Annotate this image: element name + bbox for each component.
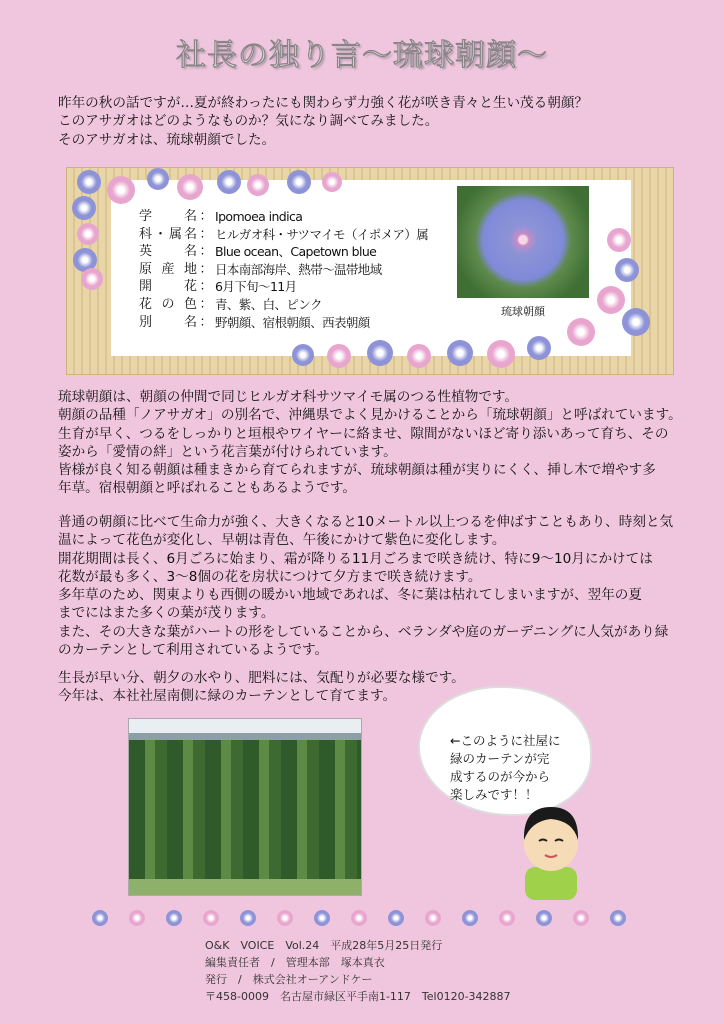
info-label: 別 名 [139, 314, 197, 330]
flower-icon [217, 170, 241, 194]
flower-icon [499, 910, 515, 926]
flower-icon [615, 258, 639, 282]
info-value: Ipomoea indica [215, 209, 303, 224]
flower-icon [447, 340, 473, 366]
flower-icon [536, 910, 552, 926]
flower-border [92, 910, 637, 926]
info-panel [66, 167, 674, 375]
flower-icon [597, 286, 625, 314]
flower-icon [203, 910, 219, 926]
body-line: 開花期間は長く、6月ごろに始まり、霜が降りる11月ごろまで咲き続け、特に9～10月にかけては [58, 550, 653, 567]
info-label: 開 花 [139, 279, 197, 295]
info-row [139, 296, 428, 314]
flower-icon [147, 168, 169, 190]
flower-icon [314, 910, 330, 926]
body-line: 年草。宿根朝顔と呼ばれることもあるようです。 [58, 480, 356, 497]
info-card [111, 180, 631, 356]
flower-icon [166, 910, 182, 926]
flower-icon [129, 910, 145, 926]
intro-text [58, 94, 588, 149]
flower-icon [240, 910, 256, 926]
info-value: ヒルガオ科・サツマイモ（イポメア）属 [215, 226, 429, 242]
body-line: 温によって花色が変化し、早朝は青色、午後にかけて紫色に変化します。 [58, 532, 506, 549]
morning-glory-photo [457, 186, 589, 298]
info-value: 青、紫、白、ピンク [215, 296, 322, 312]
person-illustration [515, 795, 590, 900]
intro-line: そのアサガオは、琉球朝顔でした。 [58, 131, 276, 148]
flower-icon [72, 196, 96, 220]
green-curtain-photo [128, 718, 362, 896]
flower-icon [388, 910, 404, 926]
flower-icon [622, 308, 650, 336]
photo-caption: 琉球朝顔 [501, 305, 545, 318]
body-line: 生長が早い分、朝夕の水やり、肥料には、気配りが必要な様です。 [58, 670, 465, 686]
flower-icon [322, 172, 342, 192]
info-row [139, 278, 428, 296]
flower-icon [287, 170, 311, 194]
intro-line: 昨年の秋の話ですが…夏が終わったにも関わらず力強く花が咲き青々と生い茂る朝顔？ [58, 95, 589, 111]
body-line: 多年草のため、関東よりも西側の暖かい地域であれば、冬に葉は枯れてしまいますが、翌年の夏 [58, 587, 642, 604]
flower-icon [527, 336, 551, 360]
flower-icon [327, 344, 351, 368]
info-row [139, 261, 428, 279]
footer-line: 発行 / 株式会社オーアンドケー [205, 973, 373, 986]
footer-colophon [205, 937, 511, 1005]
info-label: 花の色 [139, 296, 197, 312]
info-row [139, 226, 428, 244]
flower-icon [247, 174, 269, 196]
info-value: 6月下旬～11月 [215, 279, 297, 295]
body-line: 皆様が良く知る朝顔は種まきから育てられますが、琉球朝顔は種が実りにくく、挿し木で増やす多 [58, 462, 656, 479]
body-line: 琉球朝顔は、朝顔の仲間で同じヒルガオ科サツマイモ属のつる性植物です。 [58, 389, 519, 405]
footer-line: 編集責任者 / 管理本部 塚本真衣 [205, 956, 385, 969]
info-separator: ： [199, 261, 213, 277]
flower-icon [462, 910, 478, 926]
body-line: 姿から「愛情の絆」という花言葉が付けられています。 [58, 443, 397, 460]
body-paragraph-1 [58, 388, 682, 498]
bubble-line: 楽しみです！！ [450, 787, 538, 802]
flower-icon [107, 176, 135, 204]
info-separator: ： [199, 244, 213, 260]
bubble-line: ←このように社屋に [450, 733, 561, 748]
info-fields [139, 208, 428, 331]
info-separator: ： [199, 279, 213, 295]
info-row [139, 243, 428, 261]
info-row [139, 208, 428, 226]
flower-icon [367, 340, 393, 366]
flower-icon [177, 174, 203, 200]
body-line: 生育が早く、つるをしっかりと垣根やワイヤーに絡ませ、隙間がないほど寄り添いあって育ち、その [58, 425, 669, 442]
page-title: 社長の独り言～琉球朝顔～ [176, 38, 548, 73]
body-line: のカーテンとして利用されているようです。 [58, 642, 329, 659]
info-label: 学 名 [139, 209, 197, 224]
flower-icon [292, 344, 314, 366]
bubble-line: 緑のカーテンが完 [450, 751, 550, 766]
flower-icon [92, 910, 108, 926]
flower-icon [567, 318, 595, 346]
flower-icon [77, 223, 99, 245]
info-separator: ： [199, 314, 213, 330]
body-line: 朝顔の品種「ノアサガオ」の別名で、沖縄県でよく見かけることから「琉球朝顔」と呼ばれています。 [58, 407, 682, 424]
body-paragraph-3 [58, 669, 465, 706]
info-label: 原産地 [139, 261, 197, 277]
flower-icon [77, 170, 101, 194]
info-separator: ： [199, 209, 213, 224]
flower-icon [277, 910, 293, 926]
flower-icon [487, 340, 515, 368]
flower-icon [81, 268, 103, 290]
body-paragraph-2 [58, 513, 673, 659]
info-separator: ： [199, 226, 213, 242]
info-row [139, 314, 428, 332]
flower-icon [407, 344, 431, 368]
footer-line: 〒458-0009 名古屋市緑区平手南1-117 Tel0120-342887 [205, 990, 511, 1003]
person-body [525, 867, 577, 900]
footer-line: O&K VOICE Vol.24 平成28年5月25日発行 [205, 939, 443, 952]
body-line: 花数が最も多く、3～8個の花を房状につけて夕方まで咲き続けます。 [58, 568, 482, 585]
body-line: 今年は、本社社屋南側に緑のカーテンとして育てます。 [58, 688, 397, 705]
info-value: 日本南部海岸、熱帯～温帯地域 [215, 261, 382, 277]
flower-icon [351, 910, 367, 926]
body-line: 普通の朝顔に比べて生命力が強く、大きくなると10メートル以上つるを伸ばすこともあり、時刻と気 [58, 514, 674, 530]
info-separator: ： [199, 296, 213, 312]
flower-icon [425, 910, 441, 926]
info-value: Blue ocean、Capetown blue [215, 244, 377, 260]
body-line: までにはまた多くの葉が茂ります。 [58, 605, 275, 622]
body-line: また、その大きな葉がハートの形をしていることから、ベランダや庭のガーデニングに人気があり緑 [58, 623, 669, 640]
intro-line: このアサガオはどのようなものか？気になり調べてみました。 [58, 113, 439, 130]
info-label: 科・属名 [139, 226, 197, 242]
flower-icon [607, 228, 631, 252]
flower-icon [573, 910, 589, 926]
info-label: 英 名 [139, 244, 197, 260]
flower-icon [610, 910, 626, 926]
info-value: 野朝顔、宿根朝顔、西表朝顔 [215, 314, 370, 330]
bubble-line: 成するのが今から [450, 769, 551, 784]
